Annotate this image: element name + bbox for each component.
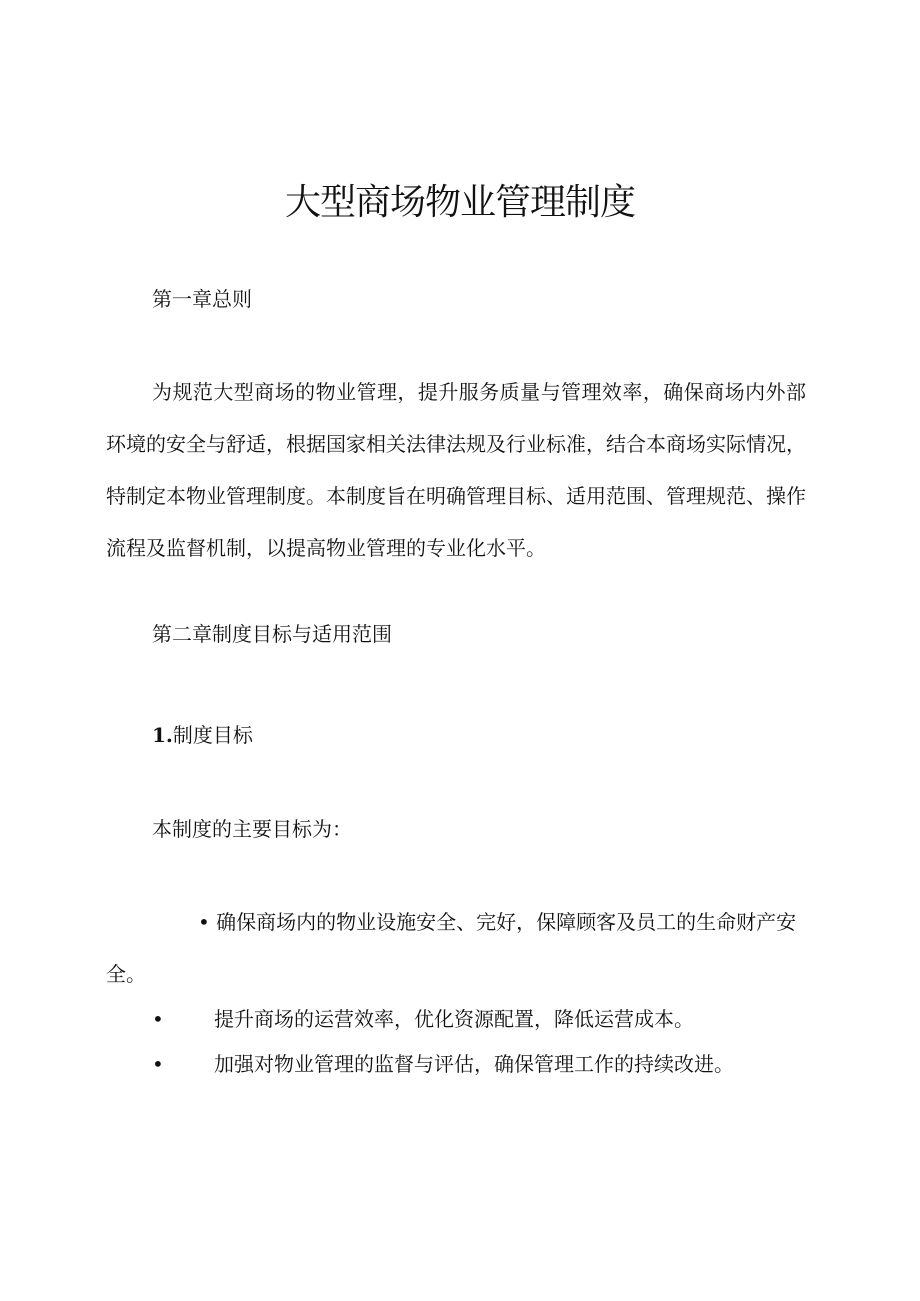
section-1-heading [152,720,253,750]
list-item-text: 确保商场内的物业设施安全、完好，保障顾客及员工的生命财产安全。 [106,910,797,986]
list-item-text: 加强对物业管理的监督与评估，确保管理工作的持续改进。 [214,1052,734,1076]
chapter-1-heading: 第一章总则 [152,287,252,311]
chapter-1-paragraph: 为规范大型商场的物业管理，提升服务质量与管理效率，确保商场内外部环境的安全与舒适，根据国家相关法律法规及行业标准，结合本商场实际情况，特制定本物业管理制度。本制度旨在明确管理目标、适用范围、管理规范、操作流程及监督机制，以提高物业管理的专业化水平。 [106,380,806,560]
section-title: 制度目标 [172,723,253,747]
list-item-text: 提升商场的运营效率，优化资源配置，降低运营成本。 [214,1007,694,1031]
bullet-icon: • [198,910,210,934]
bullet-icon: • [152,1007,164,1031]
document-title: 大型商场物业管理制度 [284,182,635,223]
goals-intro: 本制度的主要目标为： [152,817,352,841]
list-item [152,1049,734,1079]
list-item [106,896,806,1000]
list-item [152,1004,694,1034]
section-number: 1. [152,723,173,747]
bullet-icon: • [152,1052,164,1076]
chapter-2-heading: 第二章制度目标与适用范围 [152,622,392,646]
